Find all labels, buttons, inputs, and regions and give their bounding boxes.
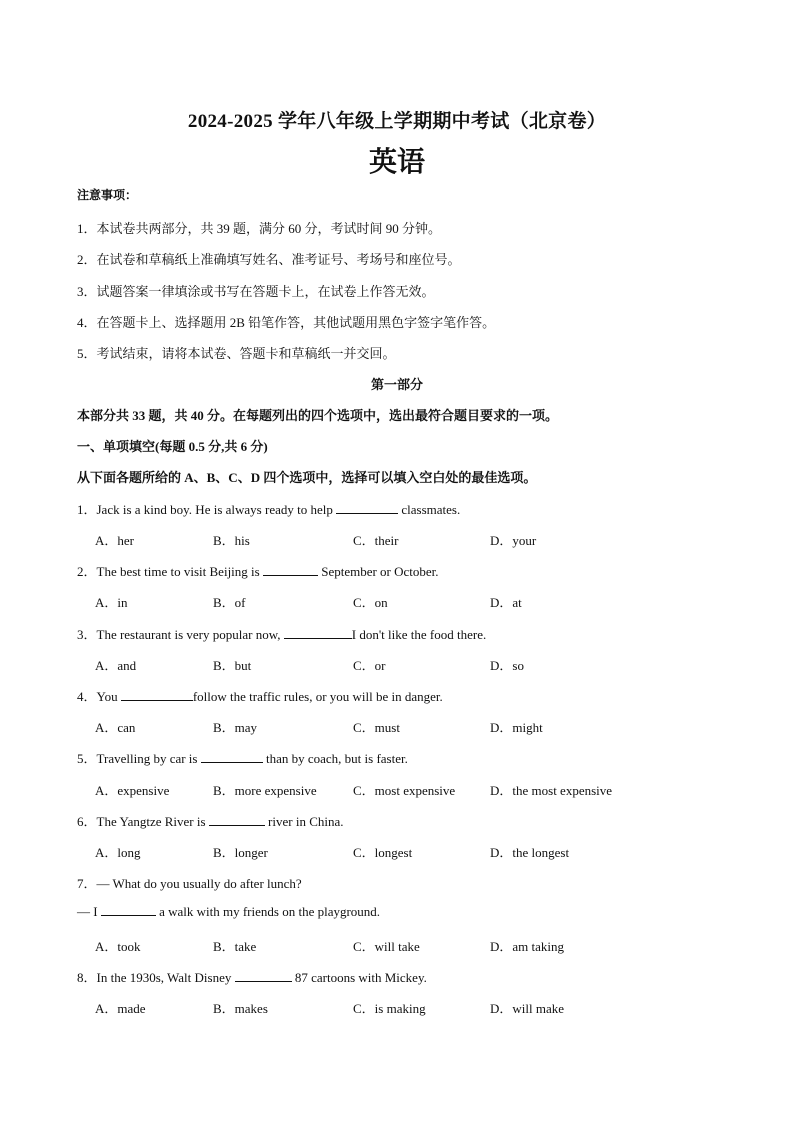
option: C．on	[353, 595, 388, 610]
answer-blank	[201, 751, 263, 763]
stem-text: than by coach, but is faster.	[262, 751, 408, 766]
notice-heading: 注意事项：	[77, 188, 138, 202]
option: B．of	[213, 595, 246, 610]
stem-text: 5．Travelling by car is	[77, 751, 201, 766]
option: D．might	[490, 720, 543, 735]
option: B．his	[213, 533, 250, 548]
option: B．makes	[213, 1001, 268, 1016]
option: C．must	[353, 720, 400, 735]
option: A．can	[95, 720, 136, 735]
notice-item: 3．试题答案一律填涂或书写在答题卡上，在试卷上作答无效。	[77, 284, 435, 299]
question-stem	[77, 748, 408, 767]
stem-text: I don't like the food there.	[351, 627, 487, 642]
option: D．your	[490, 533, 537, 548]
stem-text: follow the traffic rules, or you will be in danger.	[192, 689, 443, 704]
stem-text: classmates.	[398, 502, 461, 517]
option: B．longer	[213, 845, 268, 860]
question-stem-reply	[77, 904, 380, 920]
question-stem	[77, 967, 427, 986]
notice-item: 5．考试结束，请将本试卷、答题卡和草稿纸一并交回。	[77, 346, 396, 361]
question-stem	[77, 499, 460, 518]
stem-text: 6．The Yangtze River is	[77, 814, 209, 829]
section-title: 一、单项填空(每题 0.5 分,共 6 分)	[77, 439, 268, 454]
part-intro: 本部分共 33 题，共 40 分。在每题列出的四个选项中，选出最符合题目要求的一项。	[77, 408, 559, 423]
stem-text: 4．You	[77, 689, 121, 704]
stem-text: — I	[77, 904, 101, 919]
stem-text: September or October.	[317, 564, 439, 579]
notice-item: 4．在答题卡上、选择题用 2B 铅笔作答，其他试题用黑色字签字笔作答。	[77, 315, 496, 330]
option: A．her	[95, 533, 134, 548]
option: C．or	[353, 658, 386, 673]
option: C．longest	[353, 845, 413, 860]
option: A．and	[95, 658, 137, 673]
option: B．more expensive	[213, 783, 317, 798]
stem-text: 3．The restaurant is very popular now,	[77, 627, 284, 642]
option: A．long	[95, 845, 141, 860]
stem-text: 8．In the 1930s, Walt Disney	[77, 970, 235, 985]
question-stem	[77, 624, 486, 643]
part-title: 第一部分	[370, 377, 423, 392]
option: A．in	[95, 595, 128, 610]
answer-blank	[336, 502, 398, 514]
option: D．will make	[490, 1001, 565, 1016]
option: A．made	[95, 1001, 146, 1016]
question-stem	[77, 873, 302, 892]
answer-blank	[235, 970, 292, 982]
option: D．am taking	[490, 939, 565, 954]
option: C．their	[353, 533, 399, 548]
option: C．will take	[353, 939, 420, 954]
option: D．at	[490, 595, 522, 610]
option: D．the longest	[490, 845, 570, 860]
section-instruction: 从下面各题所给的 A、B、C、D 四个选项中，选择可以填入空白处的最佳选项。	[77, 470, 537, 485]
question-stem	[77, 811, 344, 830]
exam-title: 2024-2025 学年八年级上学期期中考试（北京卷）	[187, 111, 607, 132]
question-stem	[77, 686, 443, 705]
answer-blank	[121, 689, 193, 701]
option: B．may	[213, 720, 258, 735]
option: D．the most expensive	[490, 783, 613, 798]
stem-text: 87 cartoons with Mickey.	[291, 970, 427, 985]
answer-blank	[284, 627, 352, 639]
stem-text: river in China.	[264, 814, 344, 829]
stem-text: 1．Jack is a kind boy. He is always ready to help	[77, 502, 337, 517]
option: C．most expensive	[353, 783, 456, 798]
option: D．so	[490, 658, 524, 673]
stem-text: 2．The best time to visit Beijing is	[77, 564, 263, 579]
notice-item: 2．在试卷和草稿纸上准确填写姓名、准考证号、考场号和座位号。	[77, 252, 461, 267]
answer-blank	[101, 904, 156, 916]
stem-text: a walk with my friends on the playground.	[155, 904, 381, 919]
notice-item: 1．本试卷共两部分，共 39 题，满分 60 分，考试时间 90 分钟。	[77, 221, 442, 236]
answer-blank	[209, 814, 265, 826]
option: A．expensive	[95, 783, 170, 798]
option: B．take	[213, 939, 257, 954]
option: A．took	[95, 939, 141, 954]
option: B．but	[213, 658, 252, 673]
subject-title: 英语	[368, 145, 425, 178]
stem-text: 7．— What do you usually do after lunch?	[77, 876, 302, 891]
option: C．is making	[353, 1001, 426, 1016]
answer-blank	[263, 564, 318, 576]
question-stem	[77, 561, 439, 580]
